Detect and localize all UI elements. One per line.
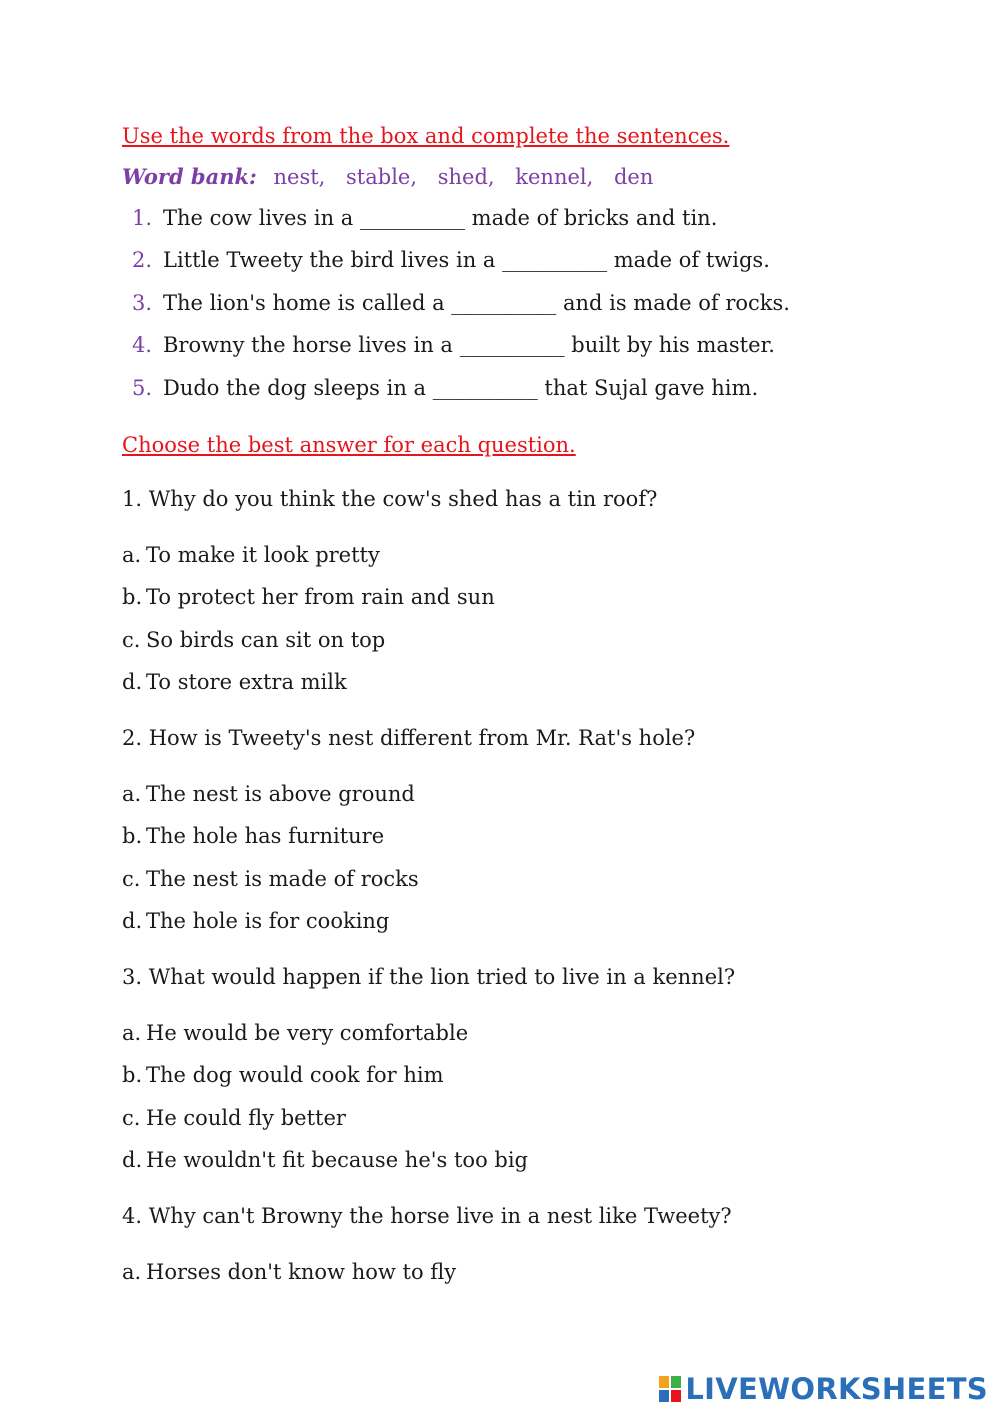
option-text: He wouldn't fit because he's too big <box>146 1148 528 1172</box>
option-letter: a. <box>122 782 142 806</box>
answer-option[interactable] <box>122 1021 468 1045</box>
brand-text: LIVEWORKSHEETS <box>685 1372 988 1406</box>
option-text: To store extra milk <box>146 670 347 694</box>
answer-option[interactable] <box>122 1260 456 1284</box>
mcq-heading: Choose the best answer for each question. <box>122 433 576 457</box>
fill-in-number: 2. <box>132 248 153 272</box>
answer-option[interactable] <box>122 909 389 933</box>
word-bank-word: nest, <box>273 165 326 189</box>
answer-option[interactable] <box>122 1106 346 1130</box>
answer-option[interactable] <box>122 1063 444 1087</box>
fill-in-number: 4. <box>132 333 153 357</box>
option-text: He could fly better <box>146 1106 346 1130</box>
fill-in-sentence: Dudo the dog sleeps in a __________ that Sujal gave him. <box>163 376 759 400</box>
option-letter: a. <box>122 543 142 567</box>
answer-option[interactable] <box>122 867 419 891</box>
fill-in-sentence: Browny the horse lives in a __________ built by his master. <box>163 333 775 357</box>
word-bank-word: shed, <box>437 165 495 189</box>
option-text: The nest is above ground <box>146 782 415 806</box>
fill-in-item-5 <box>132 376 758 400</box>
answer-option[interactable] <box>122 543 380 567</box>
fill-in-number: 3. <box>132 291 153 315</box>
word-bank <box>122 164 667 189</box>
fill-in-number: 5. <box>132 376 153 400</box>
fill-in-sentence: Little Tweety the bird lives in a __________ made of twigs. <box>163 248 770 272</box>
answer-option[interactable] <box>122 628 385 652</box>
option-text: The dog would cook for him <box>146 1063 444 1087</box>
option-text: So birds can sit on top <box>146 628 386 652</box>
option-text: The hole is for cooking <box>146 909 390 933</box>
option-letter: b. <box>122 1063 143 1087</box>
word-bank-label: Word bank: <box>122 164 257 189</box>
question-2: 2. How is Tweety's nest different from Mr. Rat's hole? <box>122 726 696 750</box>
option-letter: c. <box>122 867 141 891</box>
option-letter: b. <box>122 824 143 848</box>
option-letter: a. <box>122 1021 142 1045</box>
fill-in-item-4 <box>132 333 775 357</box>
fill-in-number: 1. <box>132 206 153 230</box>
option-text: Horses don't know how to fly <box>146 1260 457 1284</box>
fill-in-item-3 <box>132 291 790 315</box>
question-4: 4. Why can't Browny the horse live in a nest like Tweety? <box>122 1204 732 1228</box>
option-letter: c. <box>122 628 141 652</box>
word-bank-word: stable, <box>346 165 418 189</box>
option-letter: d. <box>122 670 143 694</box>
answer-option[interactable] <box>122 824 384 848</box>
fill-in-sentence: The lion's home is called a __________ and is made of rocks. <box>163 291 790 315</box>
option-text: The hole has furniture <box>146 824 385 848</box>
answer-option[interactable] <box>122 585 495 609</box>
option-letter: c. <box>122 1106 141 1130</box>
fill-in-item-1 <box>132 206 717 230</box>
word-bank-word: den <box>613 165 654 189</box>
option-text: To make it look pretty <box>146 543 380 567</box>
option-text: The nest is made of rocks <box>146 867 419 891</box>
option-text: He would be very comfortable <box>146 1021 469 1045</box>
word-bank-word: kennel, <box>515 165 594 189</box>
fill-in-item-2 <box>132 248 770 272</box>
liveworksheets-logo-icon <box>659 1376 681 1402</box>
option-text: To protect her from rain and sun <box>146 585 495 609</box>
answer-option[interactable] <box>122 670 347 694</box>
liveworksheets-brand[interactable] <box>659 1372 988 1406</box>
fill-in-sentence: The cow lives in a __________ made of bricks and tin. <box>163 206 718 230</box>
option-letter: d. <box>122 909 143 933</box>
question-3: 3. What would happen if the lion tried to live in a kennel? <box>122 965 736 989</box>
option-letter: b. <box>122 585 143 609</box>
fill-in-heading: Use the words from the box and complete the sentences. <box>122 124 730 148</box>
option-letter: d. <box>122 1148 143 1172</box>
answer-option[interactable] <box>122 782 415 806</box>
answer-option[interactable] <box>122 1148 528 1172</box>
option-letter: a. <box>122 1260 142 1284</box>
question-1: 1. Why do you think the cow's shed has a tin roof? <box>122 487 658 511</box>
